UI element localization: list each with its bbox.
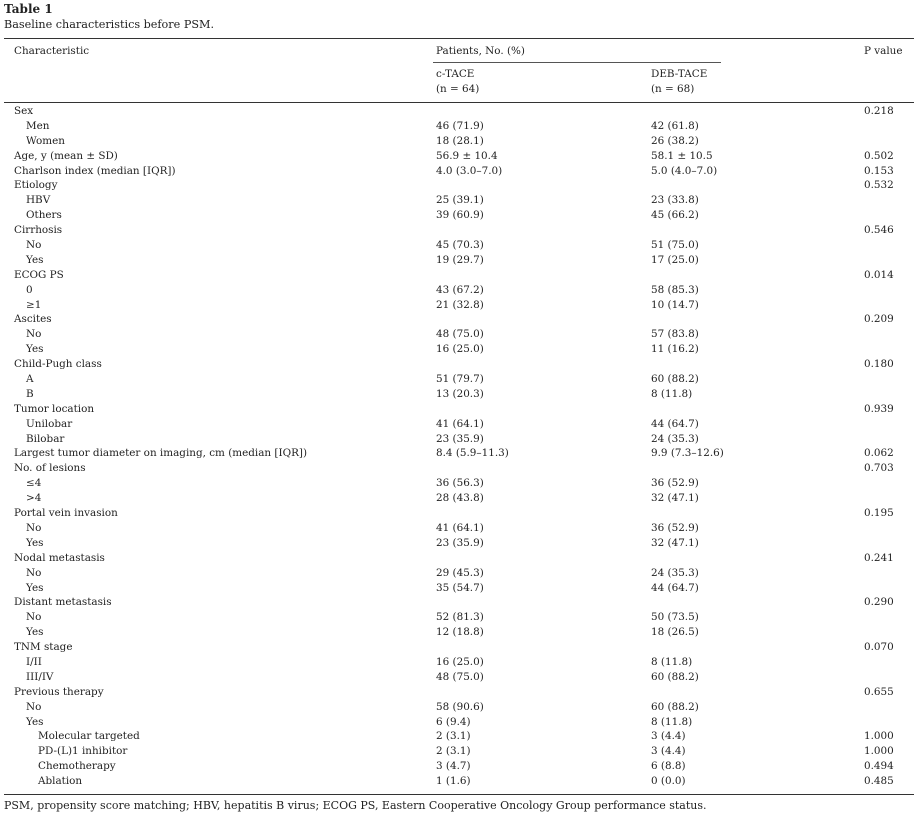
row-label: Tumor location <box>14 402 95 415</box>
group-header-rule <box>433 62 721 63</box>
p-value: 0.241 <box>864 551 894 564</box>
deb-tace-value: 8 (11.8) <box>651 715 693 728</box>
row-label: Chemotherapy <box>38 760 116 773</box>
table-row <box>0 164 920 179</box>
p-value: 0.532 <box>864 179 894 192</box>
row-label: No <box>26 239 42 252</box>
table-row <box>0 357 920 372</box>
table-row <box>0 670 920 685</box>
row-label: Yes <box>26 626 44 639</box>
table-row <box>0 625 920 640</box>
deb-tace-value: 50 (73.5) <box>651 611 699 624</box>
deb-tace-value: 32 (47.1) <box>651 492 699 505</box>
table-row <box>0 268 920 283</box>
ctace-value: 48 (75.0) <box>436 670 484 683</box>
table-row <box>0 476 920 491</box>
deb-tace-value: 60 (88.2) <box>651 670 699 683</box>
ctace-value: 25 (39.1) <box>436 194 484 207</box>
table-body <box>0 104 920 789</box>
deb-tace-value: 23 (33.8) <box>651 194 699 207</box>
row-label: Yes <box>26 343 44 356</box>
deb-tace-value: 10 (14.7) <box>651 298 699 311</box>
ctace-value: 52 (81.3) <box>436 611 484 624</box>
table-row <box>0 566 920 581</box>
table-row <box>0 581 920 596</box>
table-row <box>0 759 920 774</box>
row-label: A <box>26 373 34 386</box>
table-row <box>0 134 920 149</box>
ctace-value: 41 (64.1) <box>436 417 484 430</box>
p-value: 0.485 <box>864 775 894 788</box>
ctace-value: 58 (90.6) <box>436 700 484 713</box>
row-label: ≤4 <box>26 477 42 490</box>
header-p-value: P value <box>864 45 903 57</box>
table-row <box>0 610 920 625</box>
deb-tace-value: 32 (47.1) <box>651 536 699 549</box>
row-label: HBV <box>26 194 51 207</box>
p-value: 0.014 <box>864 268 894 281</box>
ctace-value: 56.9 ± 10.4 <box>436 149 498 162</box>
table-row <box>0 387 920 402</box>
ctace-value: 29 (45.3) <box>436 566 484 579</box>
deb-tace-value: 17 (25.0) <box>651 253 699 266</box>
p-value: 1.000 <box>864 745 894 758</box>
deb-tace-value: 57 (83.8) <box>651 328 699 341</box>
deb-tace-value: 60 (88.2) <box>651 700 699 713</box>
deb-tace-value: 58.1 ± 10.5 <box>651 149 713 162</box>
row-label: I/II <box>26 655 42 668</box>
table-row <box>0 342 920 357</box>
row-label: >4 <box>26 492 42 505</box>
top-rule <box>4 38 914 39</box>
table-footnote: PSM, propensity score matching; HBV, hepatitis B virus; ECOG PS, Eastern Cooperative Oncology Group performance status. <box>4 799 707 812</box>
deb-tace-value: 11 (16.2) <box>651 343 699 356</box>
table-row <box>0 700 920 715</box>
table-row <box>0 402 920 417</box>
table-caption: Baseline characteristics before PSM. <box>4 18 215 31</box>
header-characteristic: Characteristic <box>14 45 90 57</box>
row-label: Yes <box>26 253 44 266</box>
row-label: Child-Pugh class <box>14 358 102 371</box>
deb-tace-value: 44 (64.7) <box>651 417 699 430</box>
table-row <box>0 685 920 700</box>
table-row <box>0 238 920 253</box>
ctace-value: 8.4 (5.9–11.3) <box>436 447 509 460</box>
row-label: B <box>26 387 34 400</box>
p-value: 0.655 <box>864 685 894 698</box>
deb-tace-value: 8 (11.8) <box>651 387 693 400</box>
deb-tace-value: 51 (75.0) <box>651 239 699 252</box>
table-row <box>0 655 920 670</box>
row-label: ≥1 <box>26 298 42 311</box>
row-label: Unilobar <box>26 417 73 430</box>
row-label: Nodal metastasis <box>14 551 105 564</box>
row-label: Portal vein invasion <box>14 507 118 520</box>
ctace-value: 21 (32.8) <box>436 298 484 311</box>
row-label: No <box>26 700 42 713</box>
table-row <box>0 446 920 461</box>
ctace-value: 1 (1.6) <box>436 775 471 788</box>
table-row <box>0 461 920 476</box>
deb-tace-value: 24 (35.3) <box>651 566 699 579</box>
table-row <box>0 744 920 759</box>
row-label: TNM stage <box>14 641 73 654</box>
table-row <box>0 417 920 432</box>
ctace-value: 16 (25.0) <box>436 655 484 668</box>
row-label: No <box>26 521 42 534</box>
ctace-value: 12 (18.8) <box>436 626 484 639</box>
header-rule <box>4 102 914 103</box>
row-label: Ascites <box>14 313 52 326</box>
table-row <box>0 595 920 610</box>
row-label: Others <box>26 209 62 222</box>
header-ctace-n: (n = 64) <box>436 83 480 95</box>
table-row <box>0 178 920 193</box>
p-value: 0.290 <box>864 596 894 609</box>
ctace-value: 4.0 (3.0–7.0) <box>436 164 503 177</box>
deb-tace-value: 45 (66.2) <box>651 209 699 222</box>
table-row <box>0 283 920 298</box>
row-label: Ablation <box>38 775 83 788</box>
p-value: 0.546 <box>864 224 894 237</box>
ctace-value: 19 (29.7) <box>436 253 484 266</box>
row-label: No <box>26 611 42 624</box>
row-label: Largest tumor diameter on imaging, cm (median [IQR]) <box>14 447 308 460</box>
row-label: Etiology <box>14 179 58 192</box>
ctace-value: 2 (3.1) <box>436 730 471 743</box>
table-row <box>0 729 920 744</box>
row-label: Distant metastasis <box>14 596 112 609</box>
deb-tace-value: 0 (0.0) <box>651 775 686 788</box>
deb-tace-value: 26 (38.2) <box>651 134 699 147</box>
row-label: Molecular targeted <box>38 730 140 743</box>
row-label: Yes <box>26 715 44 728</box>
ctace-value: 36 (56.3) <box>436 477 484 490</box>
table-row <box>0 149 920 164</box>
ctace-value: 2 (3.1) <box>436 745 471 758</box>
p-value: 0.209 <box>864 313 894 326</box>
ctace-value: 28 (43.8) <box>436 492 484 505</box>
table-row <box>0 551 920 566</box>
row-label: Previous therapy <box>14 685 104 698</box>
deb-tace-value: 3 (4.4) <box>651 745 686 758</box>
p-value: 0.153 <box>864 164 894 177</box>
deb-tace-value: 24 (35.3) <box>651 432 699 445</box>
deb-tace-value: 60 (88.2) <box>651 373 699 386</box>
ctace-value: 13 (20.3) <box>436 387 484 400</box>
p-value: 0.703 <box>864 462 894 475</box>
table-row <box>0 208 920 223</box>
row-label: Yes <box>26 536 44 549</box>
table-row <box>0 253 920 268</box>
p-value: 0.494 <box>864 760 894 773</box>
ctace-value: 3 (4.7) <box>436 760 471 773</box>
row-label: Bilobar <box>26 432 65 445</box>
header-deb-tace-n: (n = 68) <box>651 83 695 95</box>
ctace-value: 45 (70.3) <box>436 239 484 252</box>
row-label: ECOG PS <box>14 268 64 281</box>
ctace-value: 35 (54.7) <box>436 581 484 594</box>
row-label: Women <box>26 134 65 147</box>
row-label: No. of lesions <box>14 462 86 475</box>
ctace-value: 6 (9.4) <box>436 715 471 728</box>
row-label: Age, y (mean ± SD) <box>14 149 118 162</box>
table-row <box>0 506 920 521</box>
table-row <box>0 104 920 119</box>
table-row <box>0 774 920 789</box>
bottom-rule <box>4 794 914 795</box>
ctace-value: 39 (60.9) <box>436 209 484 222</box>
deb-tace-value: 9.9 (7.3–12.6) <box>651 447 724 460</box>
ctace-value: 46 (71.9) <box>436 119 484 132</box>
p-value: 0.502 <box>864 149 894 162</box>
p-value: 0.180 <box>864 358 894 371</box>
table-row <box>0 521 920 536</box>
table-row <box>0 327 920 342</box>
ctace-value: 48 (75.0) <box>436 328 484 341</box>
deb-tace-value: 58 (85.3) <box>651 283 699 296</box>
deb-tace-value: 8 (11.8) <box>651 655 693 668</box>
ctace-value: 23 (35.9) <box>436 536 484 549</box>
deb-tace-value: 5.0 (4.0–7.0) <box>651 164 718 177</box>
row-label: Yes <box>26 581 44 594</box>
p-value: 0.062 <box>864 447 894 460</box>
row-label: No <box>26 566 42 579</box>
table-row <box>0 536 920 551</box>
row-label: III/IV <box>26 670 54 683</box>
row-label: PD-(L)1 inhibitor <box>38 745 128 758</box>
deb-tace-value: 36 (52.9) <box>651 521 699 534</box>
table-row <box>0 193 920 208</box>
table-row <box>0 372 920 387</box>
deb-tace-value: 18 (26.5) <box>651 626 699 639</box>
ctace-value: 16 (25.0) <box>436 343 484 356</box>
ctace-value: 43 (67.2) <box>436 283 484 296</box>
row-label: Charlson index (median [IQR]) <box>14 164 176 177</box>
header-deb-tace: DEB-TACE <box>651 68 708 80</box>
deb-tace-value: 42 (61.8) <box>651 119 699 132</box>
p-value: 0.939 <box>864 402 894 415</box>
table-row <box>0 312 920 327</box>
table-row <box>0 298 920 313</box>
deb-tace-value: 36 (52.9) <box>651 477 699 490</box>
p-value: 0.218 <box>864 105 894 117</box>
ctace-value: 41 (64.1) <box>436 521 484 534</box>
table-row <box>0 715 920 730</box>
header-ctace: c-TACE <box>436 68 475 80</box>
row-label: 0 <box>26 283 33 296</box>
row-label: Cirrhosis <box>14 224 63 237</box>
table-row <box>0 640 920 655</box>
deb-tace-value: 3 (4.4) <box>651 730 686 743</box>
ctace-value: 23 (35.9) <box>436 432 484 445</box>
deb-tace-value: 6 (8.8) <box>651 760 686 773</box>
row-label: Sex <box>14 105 34 117</box>
row-label: No <box>26 328 42 341</box>
table-row <box>0 432 920 447</box>
table-title: Table 1 <box>4 2 53 16</box>
p-value: 0.070 <box>864 641 894 654</box>
ctace-value: 51 (79.7) <box>436 373 484 386</box>
table-row <box>0 119 920 134</box>
p-value: 1.000 <box>864 730 894 743</box>
table-row <box>0 491 920 506</box>
table-row <box>0 223 920 238</box>
p-value: 0.195 <box>864 507 894 520</box>
row-label: Men <box>26 119 50 132</box>
deb-tace-value: 44 (64.7) <box>651 581 699 594</box>
ctace-value: 18 (28.1) <box>436 134 484 147</box>
header-patients-group: Patients, No. (%) <box>436 45 525 57</box>
